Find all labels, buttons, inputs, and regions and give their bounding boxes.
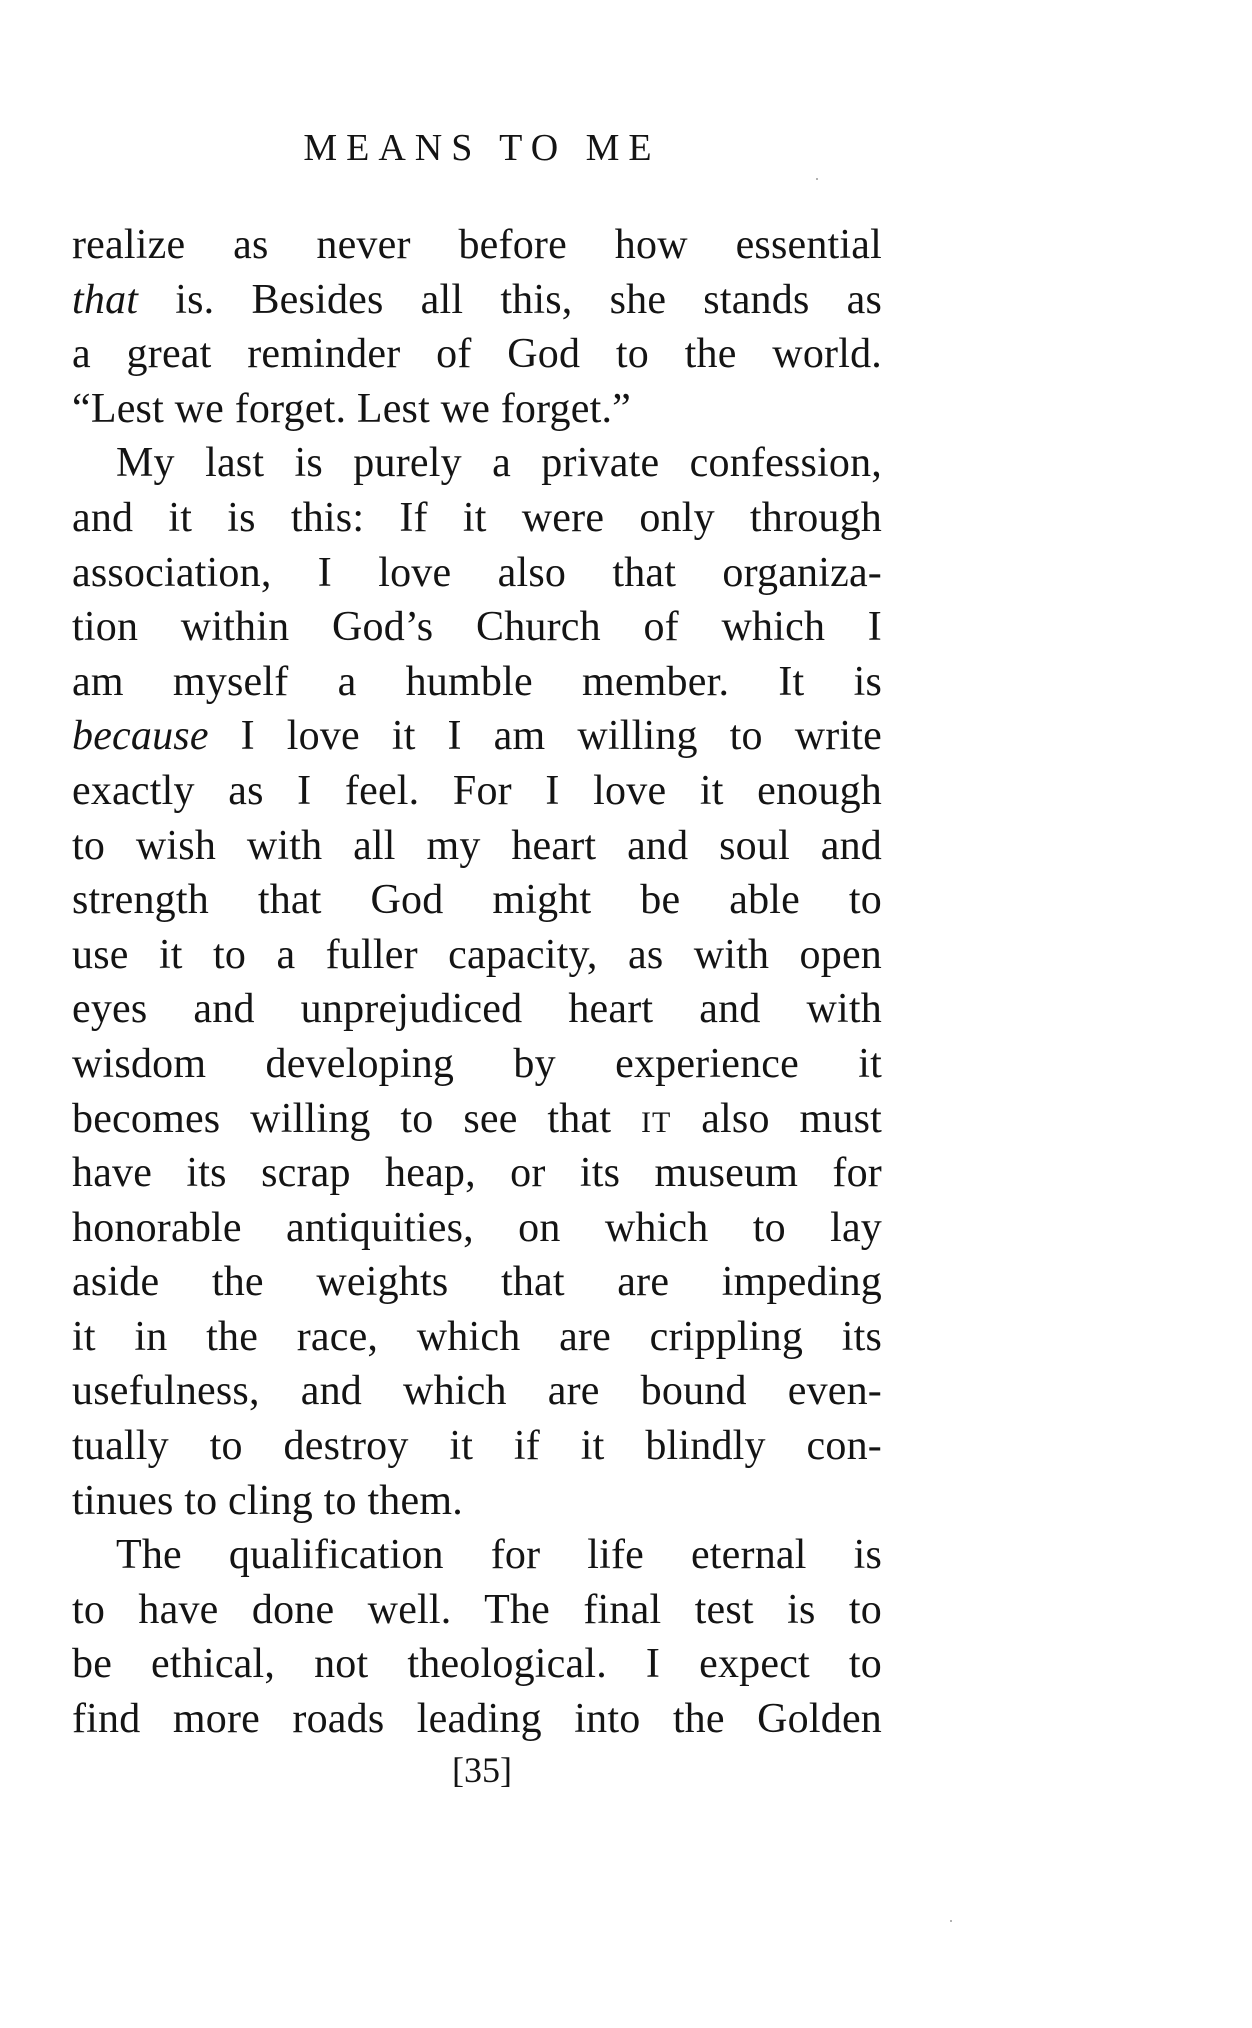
text-line: find more roads leading into the Golden bbox=[72, 1696, 882, 1743]
page-number: [35] bbox=[452, 1750, 512, 1790]
text-line: it in the race, which are crippling its bbox=[72, 1313, 882, 1360]
text-line: because I love it I am willing to write bbox=[72, 713, 882, 760]
text-line: usefulness, and which are bound even- bbox=[72, 1368, 882, 1415]
text-line: that is. Besides all this, she stands as bbox=[72, 276, 882, 323]
paper-speck bbox=[950, 1920, 952, 1922]
text-line: realize as never before how essential bbox=[72, 222, 882, 268]
text-line: strength that God might be able to bbox=[72, 877, 882, 924]
text-line: wisdom developing by experience it bbox=[72, 1040, 882, 1087]
text-line: tion within God’s Church of which I bbox=[72, 604, 882, 651]
text-line: be ethical, not theological. I expect to bbox=[72, 1641, 882, 1688]
text-line: tinues to cling to them. bbox=[72, 1477, 463, 1524]
text-line: to have done well. The final test is to bbox=[72, 1586, 882, 1633]
text-line: have its scrap heap, or its museum for bbox=[72, 1150, 882, 1197]
text-line: tually to destroy it if it blindly con- bbox=[72, 1423, 882, 1470]
paper-speck bbox=[816, 178, 818, 180]
text-line: and it is this: If it were only through bbox=[72, 494, 882, 541]
text-line: a great reminder of God to the world. bbox=[72, 331, 882, 378]
text-line: becomes willing to see that IT also must bbox=[72, 1095, 882, 1142]
text-line: exactly as I feel. For I love it enough bbox=[72, 767, 882, 814]
text-line: My last is purely a private confession, bbox=[116, 440, 882, 487]
text-line: association, I love also that organiza- bbox=[72, 549, 882, 596]
small-caps-word: IT bbox=[641, 1105, 672, 1139]
text-line: honorable antiquities, on which to lay bbox=[72, 1204, 882, 1251]
text-line: use it to a fuller capacity, as with open bbox=[72, 931, 882, 978]
running-head: MEANS TO ME bbox=[303, 127, 661, 169]
text-line: aside the weights that are impeding bbox=[72, 1259, 882, 1306]
text-line: “Lest we forget. Lest we forget.” bbox=[72, 385, 631, 432]
text-line: to wish with all my heart and soul and bbox=[72, 822, 882, 869]
text-line: am myself a humble member. It is bbox=[72, 658, 882, 705]
italic-word: that bbox=[72, 276, 139, 323]
italic-word: because bbox=[72, 713, 209, 760]
text-line: The qualification for life eternal is bbox=[116, 1532, 882, 1579]
text-line: eyes and unprejudiced heart and with bbox=[72, 986, 882, 1033]
body-text bbox=[72, 218, 882, 1747]
